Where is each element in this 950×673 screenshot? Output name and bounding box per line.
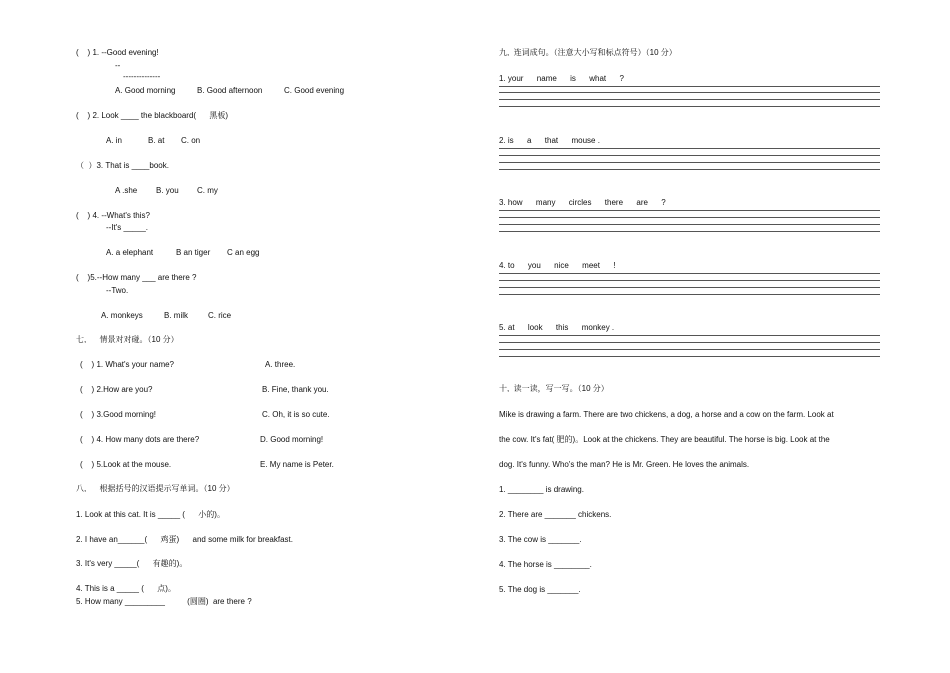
match-answer-e: E. My name is Peter. — [260, 460, 334, 469]
passage-line-1: Mike is drawing a farm. There are two chickens, a dog, a horse and a cow on the farm. Look at — [499, 410, 834, 419]
q4-option-b: B an tiger — [176, 248, 211, 257]
match-answer-a: A. three. — [265, 360, 296, 369]
writing-line — [499, 155, 880, 156]
reading-question-2: 2. There are _______ chickens. — [499, 510, 612, 519]
q1-option-b: B. Good afternoon — [197, 86, 263, 95]
q3-option-b: B. you — [156, 186, 179, 195]
writing-line — [499, 106, 880, 107]
q2-option-a: A. in — [106, 136, 123, 145]
writing-line — [499, 294, 880, 295]
q5-option-b: B. milk — [164, 311, 188, 320]
q1-text: ( ) 1. --Good evening! — [76, 48, 159, 57]
writing-line — [499, 224, 880, 225]
fill-item-3: 3. It's very _____( 有趣的)。 — [76, 559, 188, 568]
match-question-4: ( ) 4. How many dots are there? — [80, 435, 200, 444]
writing-line — [499, 231, 880, 232]
q3-option-c: C. my — [197, 186, 218, 195]
reading-question-5: 5. The dog is _______. — [499, 585, 581, 594]
writing-line — [499, 92, 880, 93]
match-answer-d: D. Good morning! — [260, 435, 324, 444]
fill-item-2: 2. I have an______( 鸡蛋) and some milk for breakfast. — [76, 535, 293, 544]
writing-line — [499, 162, 880, 163]
section-10-heading: 十, 读一读，写一写。（10 分） — [499, 384, 609, 393]
writing-line — [499, 210, 880, 211]
fill-item-5: 5. How many _________ (圆圈) are there ? — [76, 597, 252, 606]
reading-question-1: 1. ________ is drawing. — [499, 485, 584, 494]
reorder-item-4: 4. to you nice meet ! — [499, 261, 616, 270]
writing-line — [499, 356, 880, 357]
q1-dash-1: -- — [115, 61, 121, 70]
section-9-heading: 九, 连词成句。（注意大小写和标点符号）（10 分） — [499, 48, 677, 57]
q1-dash-2: -------------- — [123, 72, 161, 81]
section-7-heading: 七, 情景对对碰。（10 分） — [76, 335, 179, 344]
q4-sub: --It's _____. — [106, 223, 148, 232]
writing-line — [499, 217, 880, 218]
q5-sub: --Two. — [106, 286, 129, 295]
match-question-5: ( ) 5.Look at the mouse. — [80, 460, 172, 469]
fill-item-1: 1. Look at this cat. It is _____ ( 小的)。 — [76, 510, 225, 519]
writing-line — [499, 169, 880, 170]
passage-line-2: the cow. It's fat( 肥的)。Look at the chickens. They are beautiful. The horse is big. Look at the — [499, 435, 830, 444]
match-question-2: ( ) 2.How are you? — [80, 385, 153, 394]
reorder-item-2: 2. is a that mouse . — [499, 136, 600, 145]
fill-item-4: 4. This is a _____ ( 点)。 — [76, 584, 176, 593]
writing-line — [499, 148, 880, 149]
match-answer-c: C. Oh, it is so cute. — [262, 410, 330, 419]
q4-text: ( ) 4. --What's this? — [76, 211, 150, 220]
q5-text: ( )5.--How many ___ are there ? — [76, 273, 197, 282]
q1-option-a: A. Good morning — [115, 86, 176, 95]
q5-option-c: C. rice — [208, 311, 232, 320]
q4-option-a: A. a elephant — [106, 248, 154, 257]
q5-option-a: A. monkeys — [101, 311, 143, 320]
writing-line — [499, 287, 880, 288]
q2-text: ( ) 2. Look ____ the blackboard( 黑板) — [76, 111, 229, 120]
match-question-3: ( ) 3.Good morning! — [80, 410, 157, 419]
match-question-1: ( ) 1. What's your name? — [80, 360, 175, 369]
q2-option-b: B. at — [148, 136, 165, 145]
writing-line — [499, 86, 880, 87]
writing-line — [499, 342, 880, 343]
q3-text: （ ）3. That is ____book. — [76, 161, 169, 170]
q4-option-c: C an egg — [227, 248, 260, 257]
writing-line — [499, 273, 880, 274]
reorder-item-1: 1. your name is what ? — [499, 74, 624, 83]
writing-line — [499, 335, 880, 336]
writing-line — [499, 99, 880, 100]
reorder-item-5: 5. at look this monkey . — [499, 323, 615, 332]
section-8-heading: 八, 根据括号的汉语提示写单词。（10 分） — [76, 484, 235, 493]
q1-option-c: C. Good evening — [284, 86, 345, 95]
reading-question-4: 4. The horse is ________. — [499, 560, 592, 569]
passage-line-3: dog. It's funny. Who's the man? He is Mr. Green. He loves the animals. — [499, 460, 750, 469]
q3-option-a: A .she — [115, 186, 138, 195]
writing-line — [499, 349, 880, 350]
reorder-item-3: 3. how many circles there are ? — [499, 198, 666, 207]
q2-option-c: C. on — [181, 136, 201, 145]
writing-line — [499, 280, 880, 281]
reading-question-3: 3. The cow is _______. — [499, 535, 582, 544]
match-answer-b: B. Fine, thank you. — [262, 385, 329, 394]
